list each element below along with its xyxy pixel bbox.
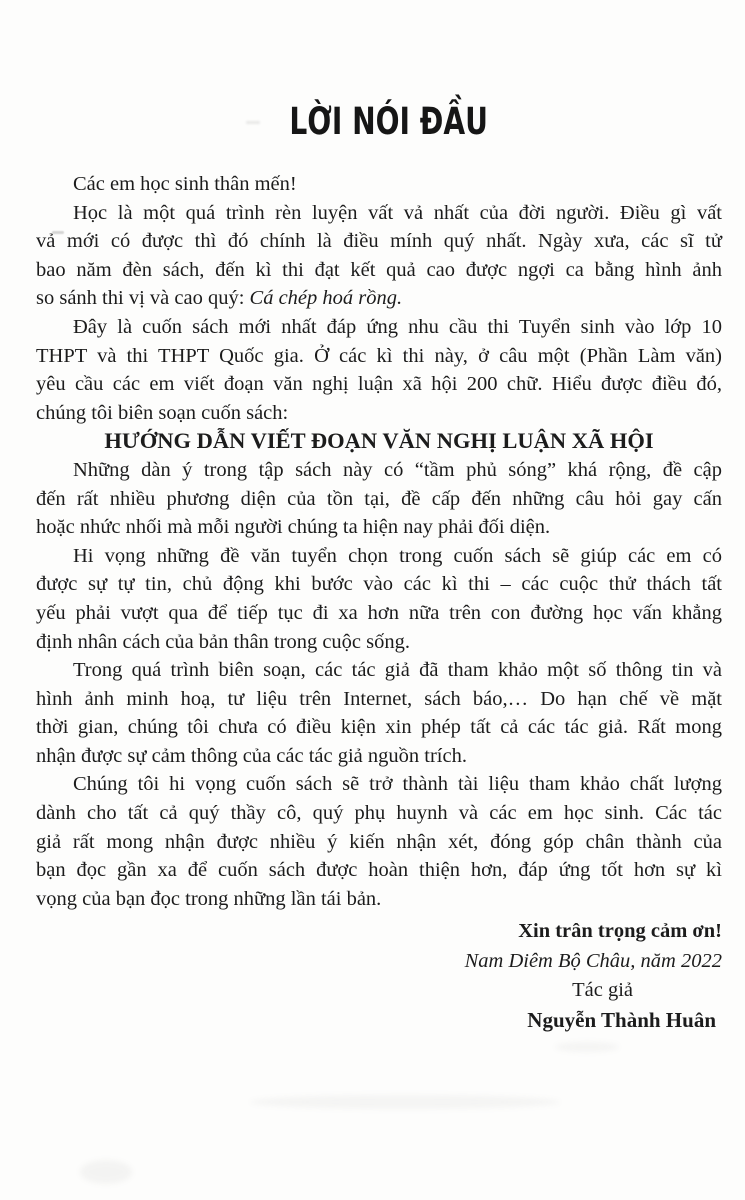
- text-segment: định nhân cách của bản thân trong cuộc sống.: [36, 630, 411, 653]
- text-line: [36, 199, 722, 228]
- closing-author-role: Tác giả: [572, 979, 633, 1002]
- text-line: [36, 856, 722, 885]
- text-line: [36, 313, 722, 342]
- closing-block: [36, 917, 722, 1035]
- section-heading: [36, 427, 722, 456]
- text-line: [36, 256, 722, 285]
- text-line: [36, 342, 722, 371]
- text-segment: THPT và thi THPT Quốc gia. Ở các kì thi này, ở câu một (Phần Làm văn): [36, 344, 722, 367]
- text-segment: đến rất nhiều phương diện của tồn tại, đề cấp đến những câu hỏi gay cấn: [36, 487, 722, 510]
- text-line: [36, 628, 722, 657]
- text-line: [36, 713, 722, 742]
- text-line: [36, 370, 722, 399]
- text-segment: Đây là cuốn sách mới nhất đáp ứng nhu cầu thi Tuyển sinh vào lớp 10: [73, 315, 722, 338]
- text-line: [36, 170, 722, 199]
- text-segment: Những dàn ý trong tập sách này có “tầm phủ sóng” khá rộng, đề cập: [73, 458, 722, 481]
- scan-smudge: [80, 1160, 132, 1184]
- text-line: [36, 485, 722, 514]
- text-segment: Học là một quá trình rèn luyện vất vả nhất của đời người. Điều gì vất: [73, 201, 722, 224]
- paragraph: [36, 770, 722, 913]
- text-line: [36, 456, 722, 485]
- text-segment: bao năm đèn sách, đến kì thi đạt kết quả cao được ngợi ca bằng hình ảnh: [36, 258, 722, 281]
- text-segment: Trong quá trình biên soạn, các tác giả đã tham khảo một số thông tin và: [73, 659, 722, 682]
- paragraph: [36, 199, 722, 313]
- text-segment: chúng tôi biên soạn cuốn sách:: [36, 401, 289, 424]
- text-line: [36, 427, 722, 456]
- text-segment: yêu cầu các em viết đoạn văn nghị luận xã hội 200 chữ. Hiểu được điều đó,: [36, 373, 722, 396]
- text-segment: HƯỚNG DẪN VIẾT ĐOẠN VĂN NGHỊ LUẬN XÃ HỘI: [104, 428, 654, 454]
- paragraphs-host: [36, 170, 722, 913]
- text-line: [36, 227, 722, 256]
- text-line: [36, 828, 722, 857]
- paragraph: [36, 456, 722, 542]
- paragraph: [36, 170, 722, 199]
- text-segment: Hi vọng những đề văn tuyển chọn trong cuốn sách sẽ giúp các em có: [73, 544, 722, 567]
- closing-author-name: Nguyễn Thành Huân: [527, 1007, 716, 1032]
- text-line: [36, 513, 722, 542]
- text-line: [36, 399, 722, 428]
- text-segment: Các em học sinh thân mến!: [73, 173, 297, 195]
- text-segment: yếu phải vượt qua để tiếp tục đi xa hơn nữa trên con đường học vấn khẳng: [36, 601, 722, 624]
- text-line: [36, 685, 722, 714]
- text-segment: vọng của bạn đọc trong những lần tái bản.: [36, 887, 382, 910]
- text-line: [36, 656, 722, 685]
- text-line: [36, 770, 722, 799]
- closing-place-year: Nam Diêm Bộ Châu, năm 2022: [464, 949, 722, 972]
- text-line: [36, 284, 722, 313]
- document-body: [36, 170, 722, 1035]
- text-segment: dành cho tất cả quý thầy cô, quý phụ huynh và các em học sinh. Các tác: [36, 802, 722, 825]
- text-segment: so sánh thi vị và cao quý:: [36, 287, 250, 310]
- text-segment: giả rất mong nhận được nhiều ý kiến nhận xét, đóng góp chân thành của: [36, 830, 722, 853]
- scan-smudge: [555, 1042, 619, 1052]
- text-segment: Chúng tôi hi vọng cuốn sách sẽ trở thành tài liệu tham khảo chất lượng: [73, 773, 722, 796]
- text-segment: được sự tự tin, chủ động khi bước vào các kì thi – các cuộc thử thách tất: [36, 573, 722, 596]
- text-segment: hình ảnh minh hoạ, tư liệu trên Internet, sách báo,… Do hạn chế về mặt: [36, 687, 722, 710]
- text-segment: Cá chép hoá rồng.: [249, 287, 403, 310]
- text-segment: hoặc nhức nhối mà mỗi người chúng ta hiện nay phải đối diện.: [36, 516, 551, 539]
- paragraph: [36, 542, 722, 656]
- text-segment: thời gian, chúng tôi chưa có điều kiện xin phép tất cả các tác giả. Rất mong: [36, 716, 722, 739]
- text-line: [36, 742, 722, 771]
- text-segment: vả mới có được thì đó chính là điều mính quý nhất. Ngày xưa, các sĩ tử: [36, 230, 722, 253]
- text-line: [36, 599, 722, 628]
- scan-smudge: [250, 1095, 560, 1109]
- text-line: [36, 542, 722, 571]
- text-line: [36, 570, 722, 599]
- text-line: [36, 799, 722, 828]
- paragraph: [36, 656, 722, 770]
- paragraph: [36, 313, 722, 427]
- text-segment: nhận được sự cảm thông của các tác giả nguồn trích.: [36, 744, 467, 767]
- closing-thanks: Xin trân trọng cảm ơn!: [518, 920, 722, 943]
- page-title-text: LỜI NÓI ĐẦU: [289, 100, 488, 143]
- text-segment: bạn đọc gần xa để cuốn sách được hoàn thiện hơn, đáp ứng tốt hơn sự kì: [36, 859, 722, 882]
- text-line: [36, 885, 722, 914]
- page-title: [0, 102, 745, 142]
